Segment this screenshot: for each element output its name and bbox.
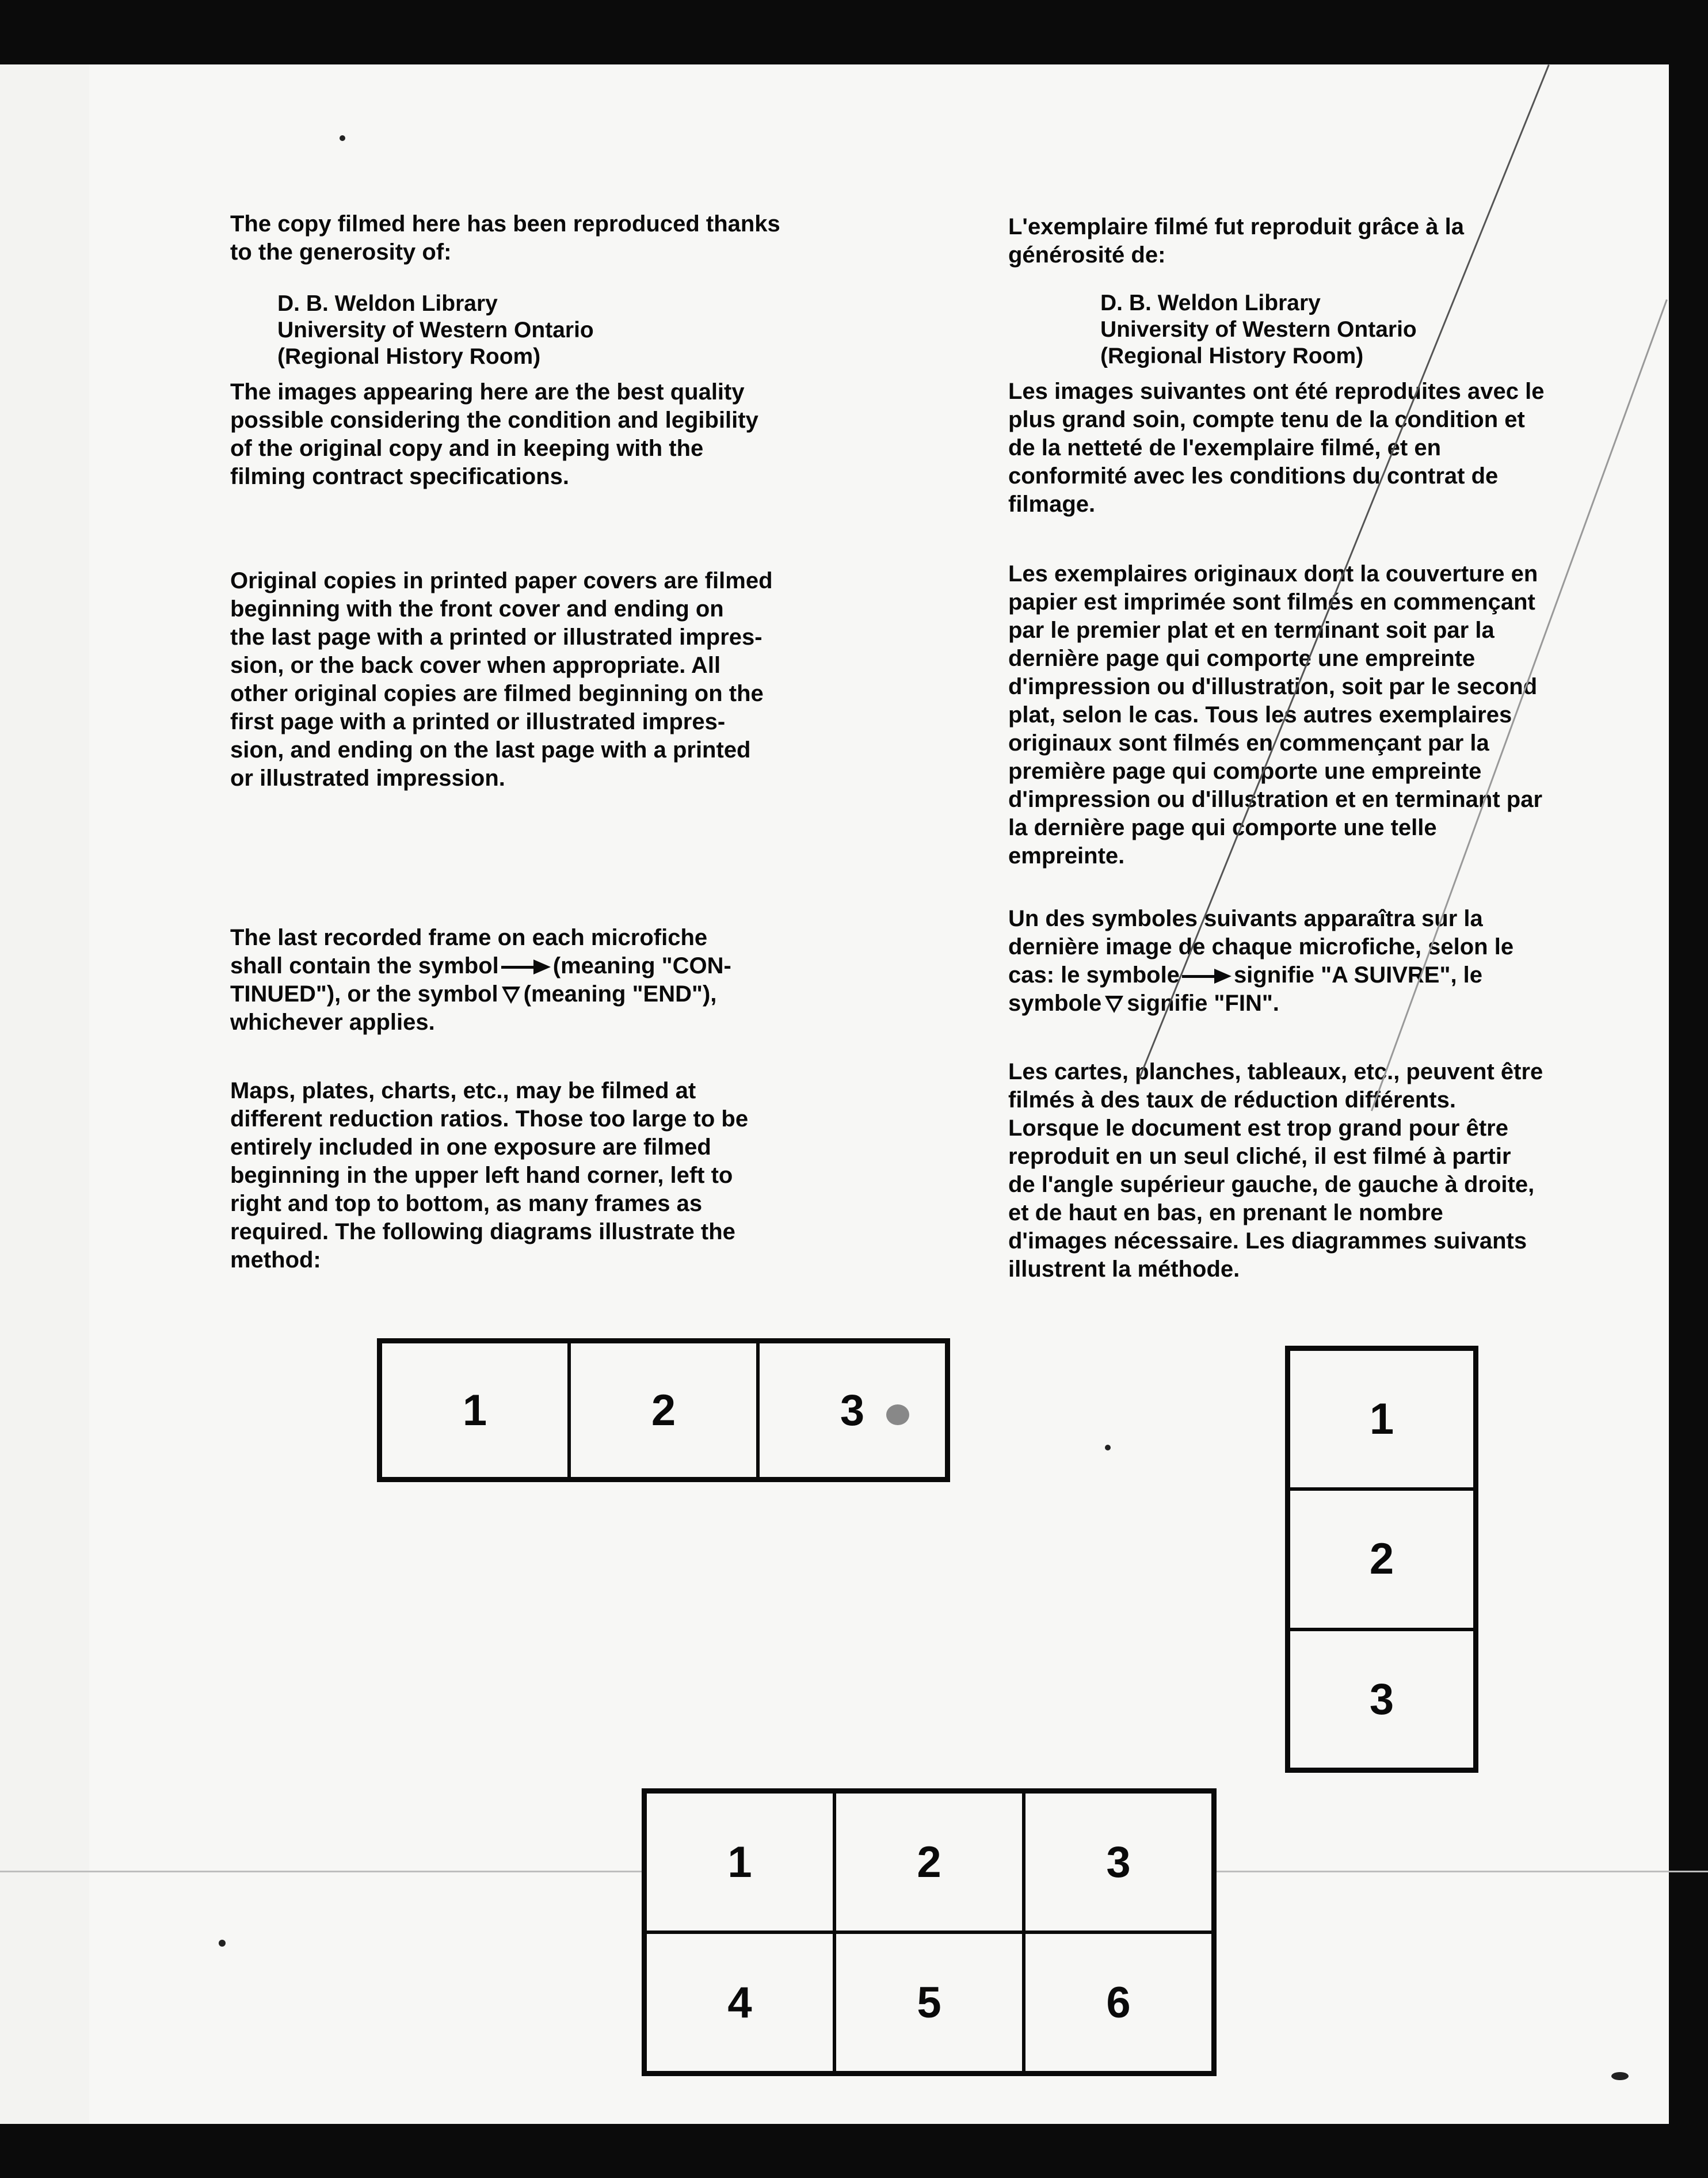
frame-cell: 2 — [834, 1792, 1024, 1932]
continued-arrow-icon — [1182, 972, 1232, 980]
frame-cell: 1 — [380, 1342, 569, 1479]
english-covers-note: Original copies in printed paper covers are filmed beginning with the front cover and ending on the last page with a printed or illustrated impres- sion, or the back cover when appropriate. All other original copies are filmed beginning on the first page with a printed or illustrated impres- sion, and ending on the last page with a printed or illustrated impression. — [230, 568, 773, 791]
english-library-name: D. B. Weldon Library University of Western Ontario (Regional History Room) — [277, 291, 594, 369]
continued-arrow-icon — [501, 963, 551, 971]
film-border-bottom — [0, 2124, 1708, 2178]
french-covers-note: Les exemplaires originaux dont la couverture en papier est imprimée sont filmés en commençant par le premier plat et en terminant soit par la dernière page qui comporte une empreinte d'impression ou d'illustration, soit par le second plat, selon le cas. Tous les autres exemplaires originaux sont filmés en commençant par la première page qui comporte une empreinte d'impression ou d'illustration et en terminant par la dernière page qui comporte une telle empreinte. — [1008, 561, 1543, 869]
frame-cell: 1 — [1288, 1349, 1475, 1489]
english-intro: The copy filmed here has been reproduced thanks to the generosity of: — [230, 211, 780, 265]
film-border-right — [1669, 64, 1708, 2124]
film-border-top — [0, 0, 1708, 64]
frame-cell: 1 — [645, 1792, 834, 1932]
frame-cell: 3 — [1024, 1792, 1213, 1932]
diagram-vertical — [1285, 1346, 1478, 1773]
film-speck — [1105, 1445, 1111, 1450]
french-maps-note: Les cartes, planches, tableaux, etc., peuvent être filmés à des taux de réduction différents. Lorsque le document est trop grand pour être reproduit en un seul cliché, il est filmé à partir de l'angle supérieur gauche, de gauche à droite, et de haut en bas, en prenant le nombre d'images nécessaire. Les diagrammes suivants illustrent la méthode. — [1008, 1059, 1543, 1282]
english-symbols-note: The last recorded frame on each microfiche shall contain the symbol (meaning "CON- TINUED"), or the symbol (meaning "END"), whichever applies. — [230, 925, 731, 1035]
french-column — [1008, 213, 1653, 1284]
film-speck — [1611, 2072, 1629, 2080]
french-intro: L'exemplaire filmé fut reproduit grâce à la générosité de: — [1008, 214, 1464, 268]
english-column — [230, 210, 875, 1274]
frame-cell: 5 — [834, 1932, 1024, 2073]
diagram-horizontal — [377, 1338, 950, 1482]
frame-cell: 2 — [1288, 1489, 1475, 1629]
frame-cell: 3 — [758, 1342, 947, 1479]
french-library-name: D. B. Weldon Library University of Western Ontario (Regional History Room) — [1100, 291, 1417, 368]
end-triangle-icon — [1105, 996, 1123, 1013]
film-speck — [886, 1404, 909, 1425]
french-symbols-note: Un des symboles suivants apparaîtra sur la dernière image de chaque microfiche, selon le cas: le symbole signifie "A SUIVRE", le symbole signifie "FIN". — [1008, 906, 1514, 1016]
film-margin-left — [0, 64, 93, 2124]
frame-cell: 3 — [1288, 1629, 1475, 1769]
frame-cell: 6 — [1024, 1932, 1213, 2073]
french-quality-note: Les images suivantes ont été reproduites avec le plus grand soin, compte tenu de la condition et de la netteté de l'exemplaire filmé, et en conformité avec les conditions du contrat de filmage. — [1008, 379, 1545, 517]
film-speck — [219, 1940, 226, 1947]
end-triangle-icon — [502, 987, 520, 1004]
frame-cell: 2 — [569, 1342, 758, 1479]
frame-cell: 4 — [645, 1932, 834, 2073]
diagram-grid — [642, 1788, 1217, 2076]
film-speck — [340, 135, 345, 141]
english-maps-note: Maps, plates, charts, etc., may be filmed at different reduction ratios. Those too large to be entirely included in one exposure are filmed beginning in the upper left hand corner, left to right and top to bottom, as many frames as required. The following diagrams illustrate the method: — [230, 1078, 749, 1273]
english-quality-note: The images appearing here are the best quality possible considering the condition and legibility of the original copy and in keeping with the filming contract specifications. — [230, 379, 758, 489]
